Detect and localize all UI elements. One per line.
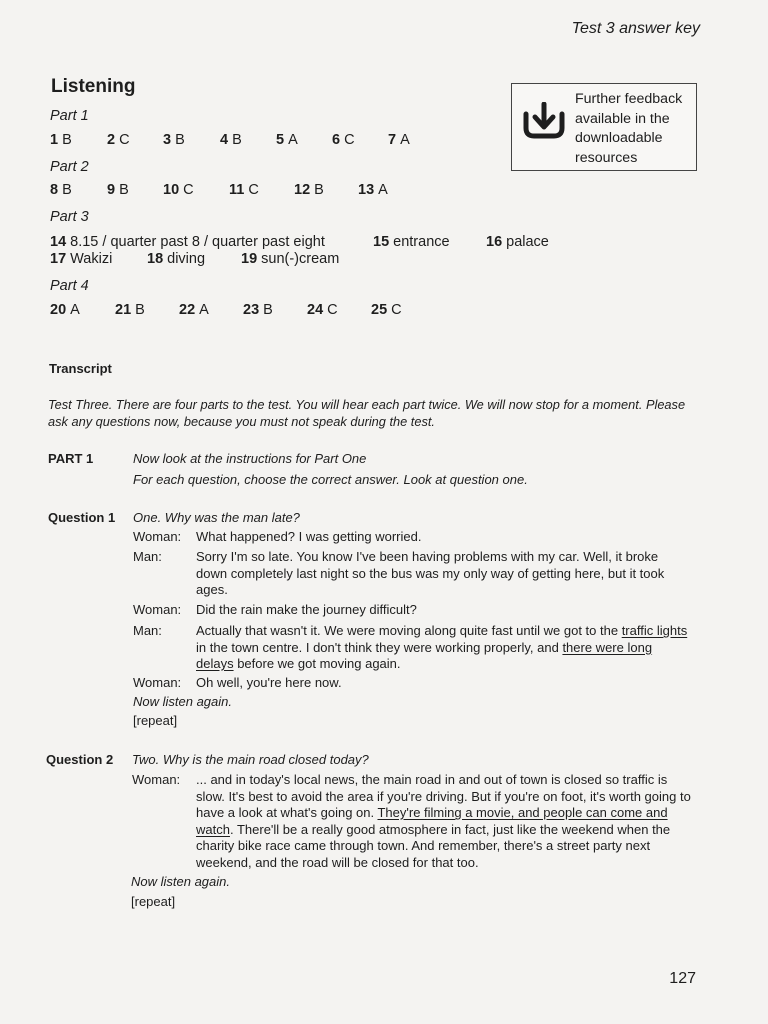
transcript-title: Transcript	[49, 361, 112, 376]
answer-row-part4	[50, 302, 402, 318]
answer-row-part2	[50, 182, 388, 198]
answer-item: 21 B	[115, 302, 145, 318]
answer-item: 19 sun(-)cream	[241, 251, 340, 267]
speaker-label: Woman:	[133, 675, 182, 690]
answer-item: 2 C	[107, 132, 130, 148]
listen-again: Now listen again.	[133, 694, 232, 709]
part-label: Part 4	[50, 278, 89, 294]
answer-item: 5 A	[276, 132, 298, 148]
answer-row-part3-b	[50, 251, 339, 267]
underlined-answer: there were long delays	[196, 639, 653, 671]
answer-item: 10 C	[163, 182, 194, 198]
underlined-answer: traffic lights	[621, 623, 688, 638]
answer-item: 1 B	[50, 132, 72, 148]
question1-label: Question 1	[48, 510, 116, 525]
answer-item: 23 B	[243, 302, 273, 318]
repeat-marker: [repeat]	[133, 713, 178, 728]
download-icon	[520, 102, 568, 148]
answer-item: 7 A	[388, 132, 410, 148]
answer-item: 8 B	[50, 182, 72, 198]
transcript-intro: Test Three. There are four parts to the test. You will hear each part twice. We will now stop for a moment. Please ask any questions now, because you must not speak during the test.	[48, 397, 686, 429]
speaker-label: Man:	[133, 549, 162, 564]
dialogue-line: ... and in today's local news, the main road in and out of town is closed so traffic is slow. It's best to avoid the area if you're driving. But if you're on foot, it's worth going to have a look at what's going on. They're filming a movie, and people can come and watch. There'll be a really good atmosphere in fact, just like the weekend when the charity bike race came through town. And remember, there's a street party next weekend, and the road will be closed for that too.	[196, 772, 691, 870]
feedback-text: Further feedback available in the downloadable resources	[575, 91, 683, 166]
listen-again: Now listen again.	[131, 874, 230, 889]
dialogue-line: Actually that wasn't it. We were moving along quite fast until we got to the traffic lights in the town centre. I don't think they were working properly, and there were long delays before we got moving again.	[196, 623, 688, 671]
speaker-label: Woman:	[133, 602, 182, 617]
part1-label: PART 1	[48, 451, 94, 466]
answer-item: 14 8.15 / quarter past 8 / quarter past eight	[50, 234, 325, 250]
answer-row-part3-a	[50, 234, 549, 250]
feedback-box	[511, 83, 697, 171]
underlined-answer: They're filming a movie, and people can come and watch	[196, 805, 668, 837]
answer-item: 6 C	[332, 132, 355, 148]
part1-instruction: Now look at the instructions for Part One	[133, 451, 367, 466]
part-label: Part 3	[50, 209, 89, 225]
answer-item: 9 B	[107, 182, 129, 198]
question2-prompt: Two. Why is the main road closed today?	[132, 752, 369, 767]
answer-item: 16 palace	[486, 234, 549, 250]
speaker-label: Woman:	[133, 529, 182, 544]
answer-item: 22 A	[179, 302, 209, 318]
answer-item: 24 C	[307, 302, 338, 318]
answer-item: 20 A	[50, 302, 80, 318]
section-title-listening: Listening	[51, 76, 136, 97]
part-label: Part 2	[50, 159, 89, 175]
page-number: 127	[669, 970, 696, 987]
dialogue-line: Oh well, you're here now.	[196, 675, 342, 690]
part-label: Part 1	[50, 108, 89, 124]
dialogue-line: What happened? I was getting worried.	[196, 529, 422, 544]
answer-item: 13 A	[358, 182, 388, 198]
answer-item: 4 B	[220, 132, 242, 148]
question2-label: Question 2	[46, 752, 114, 767]
answer-item: 12 B	[294, 182, 324, 198]
answer-item: 3 B	[163, 132, 185, 148]
answer-item: 11 C	[229, 182, 259, 198]
answer-item: 15 entrance	[373, 234, 450, 250]
part1-instruction-2: For each question, choose the correct answer. Look at question one.	[133, 472, 528, 487]
question1-prompt: One. Why was the man late?	[133, 510, 300, 525]
answer-item: 18 diving	[147, 251, 206, 267]
speaker-label: Man:	[133, 623, 162, 638]
speaker-label: Woman:	[132, 772, 181, 787]
answer-row-part1	[50, 132, 410, 148]
dialogue-line: Did the rain make the journey difficult?	[196, 602, 417, 617]
repeat-marker: [repeat]	[131, 894, 176, 909]
answer-item: 17 Wakizi	[50, 251, 113, 267]
dialogue-line: Sorry I'm so late. You know I've been having problems with my car. Well, it broke down completely last night so the bus was my only way of getting here, but it took ages.	[196, 549, 665, 597]
page-header: Test 3 answer key	[571, 20, 700, 37]
answer-item: 25 C	[371, 302, 402, 318]
